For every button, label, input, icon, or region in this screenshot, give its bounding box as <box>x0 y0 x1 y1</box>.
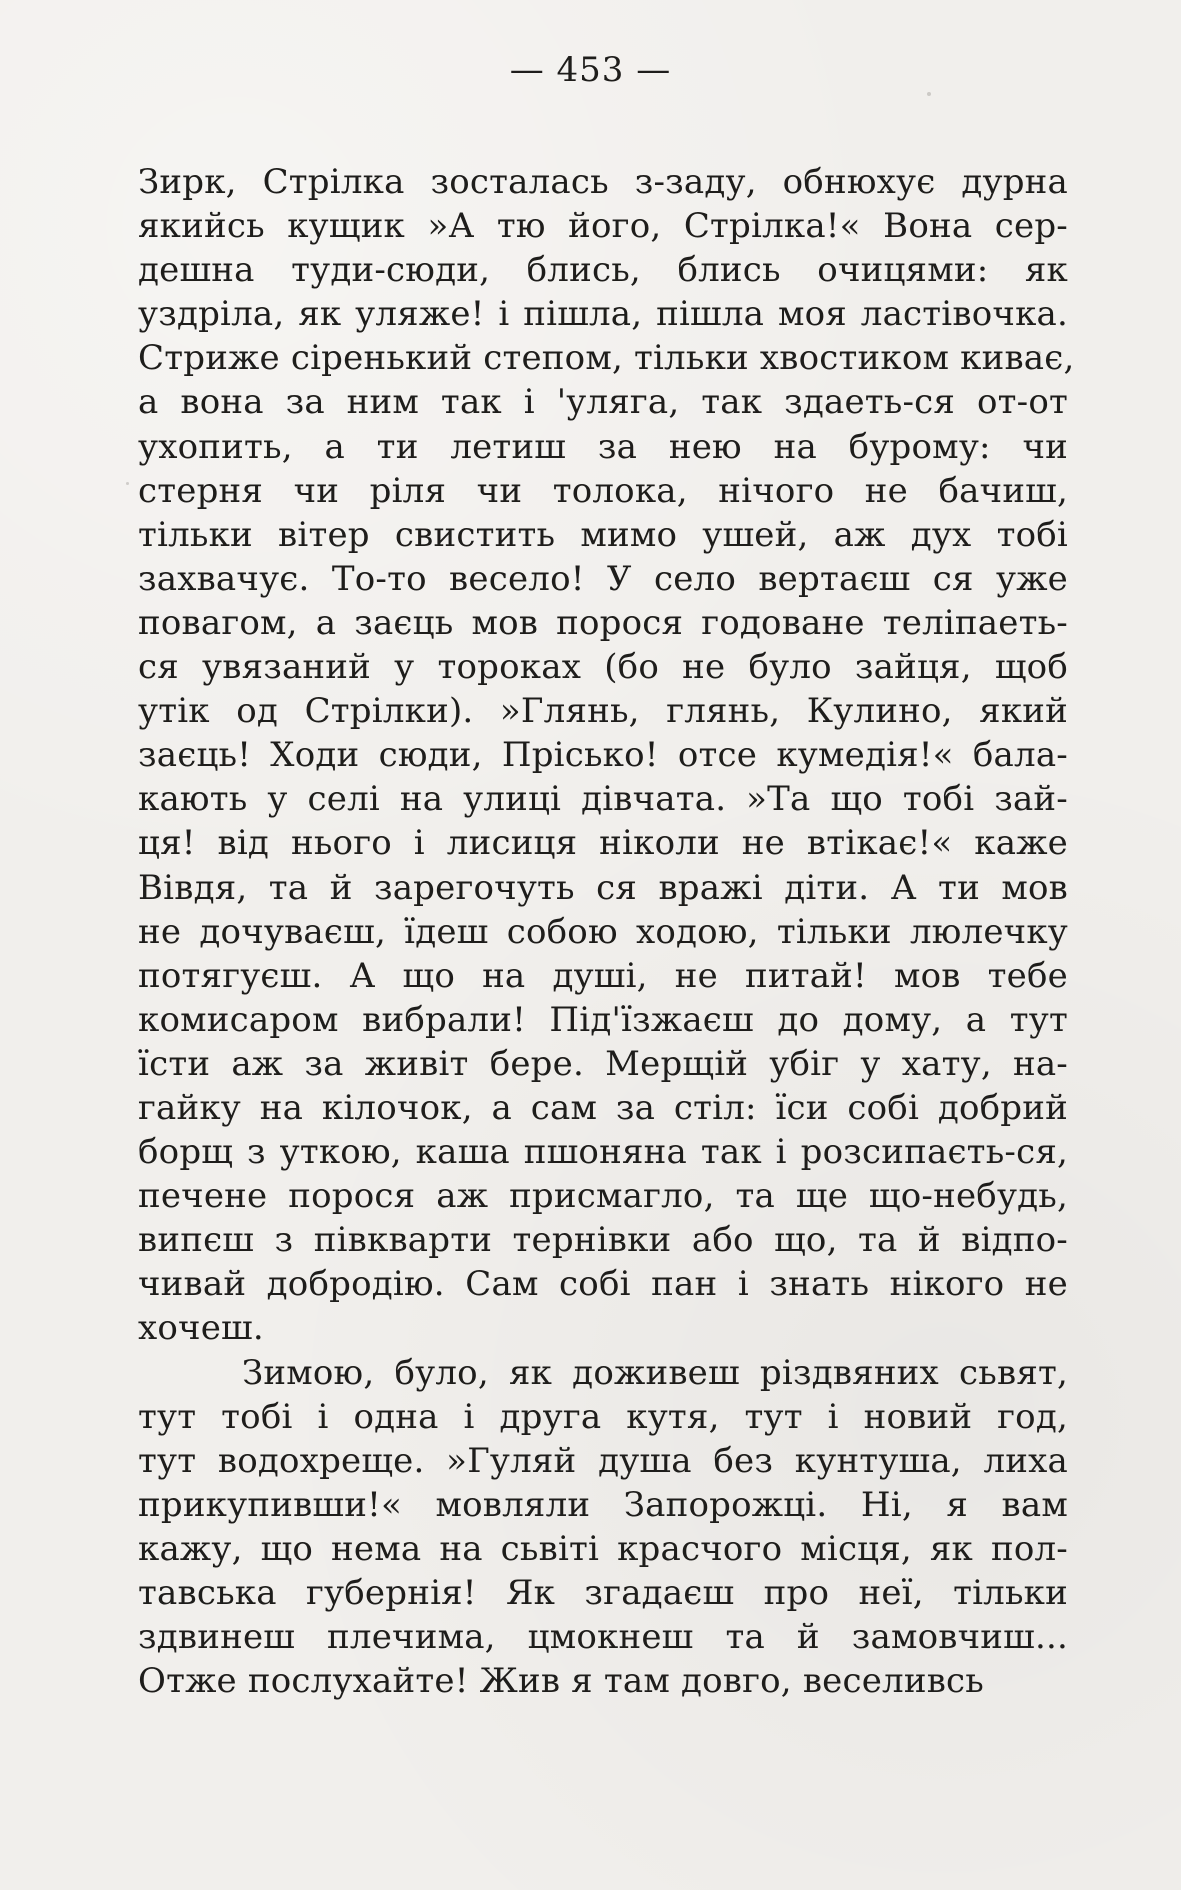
paper-speck <box>1019 1542 1022 1545</box>
text-line: прикупивши!« мовляли Запорожці. Ні, я вам <box>138 1484 1068 1525</box>
text-line: тільки вітер свистить мимо ушей, аж дух тобі <box>138 514 1068 555</box>
paper-speck <box>1037 351 1041 355</box>
page-number: — 453 — <box>509 50 672 90</box>
text-line: дешна туди-сюди, блись, блись очицями: як <box>138 250 1068 291</box>
text-line: ухопить, а ти летиш за нею на бурому: чи <box>138 426 1068 467</box>
paper-speck <box>927 92 931 96</box>
text-line: утік од Стрілки). »Глянь, глянь, Кулино, який <box>138 691 1068 732</box>
text-line: гайку на кілочок, а сам за стіл: їси собі добрий <box>138 1087 1068 1128</box>
paragraph-1 <box>138 160 1075 1351</box>
text-line: хочеш. <box>138 1308 264 1349</box>
text-line: Зимою, було, як доживеш різдвяних сьвят, <box>242 1352 1068 1393</box>
body-text <box>138 160 1075 1703</box>
text-line: заєць! Ходи сюди, Прісько! отсе кумедія!« бала- <box>138 735 1068 776</box>
text-line: захвачує. То-то весело! У село вертаєш ся уже <box>138 558 1068 599</box>
text-line: здвинеш плечима, цмокнеш та й замовчиш... <box>138 1617 1068 1658</box>
text-line: тавська губернія! Як згадаєш про неї, тільки <box>138 1573 1068 1613</box>
text-line: якийсь кущик »А тю його, Стрілка!« Вона сер- <box>138 206 1068 247</box>
text-line: не дочуваєш, їдеш собою ходою, тільки люлечку <box>138 911 1068 952</box>
text-line: кають у селі на улиці дівчата. »Та що тобі зай- <box>138 779 1068 820</box>
text-line: ся увязаний у тороках (бо не було зайця, щоб <box>138 647 1068 688</box>
text-line: печене порося аж присмагло, та ще що-небудь, <box>138 1176 1068 1217</box>
text-line: Вівдя, та й зарегочуть ся вражі діти. А ти мов <box>138 867 1068 908</box>
text-line: Зирк, Стрілка зосталась з-заду, обнюхує дурна <box>138 162 1068 202</box>
text-line: їсти аж за живіт бере. Мерщій убіг у хату, на- <box>138 1043 1068 1084</box>
paragraph-2 <box>138 1351 1068 1704</box>
text-line: повагом, а заєць мов порося годоване теліпаеть- <box>138 602 1068 643</box>
text-line: Стриже сіренький степом, тільки хвостиком киває, <box>138 338 1075 379</box>
text-line: випєш з півкварти тернівки або що, та й відпо- <box>138 1220 1068 1261</box>
text-line: стерня чи ріля чи толока, нічого не бачиш, <box>138 470 1068 511</box>
text-line: кажу, що нема на сьвіті красчого місця, як пол- <box>138 1528 1068 1569</box>
text-line: уздріла, як уляже! і пішла, пішла моя ластівочка. <box>138 294 1068 335</box>
text-line: чивай добродію. Сам собі пан і знать нікого не <box>138 1264 1068 1305</box>
text-line: а вона за ним так і 'уляга, так здаеть-ся от-от <box>138 382 1068 423</box>
text-line: комисаром вибрали! Під'їзжаєш до дому, а тут <box>138 999 1068 1040</box>
text-line: ця! від нього і лисиця ніколи не втікає!« каже <box>138 823 1068 864</box>
text-line: Отже послухайте! Жив я там довго, веселивсь <box>138 1661 984 1702</box>
text-line: тут водохреще. »Гуляй душа без кунтуша, лиха <box>138 1440 1068 1481</box>
text-line: тут тобі і одна і друга кутя, тут і новий год, <box>138 1396 1068 1437</box>
text-line: потягуєш. А що на душі, не питай! мов тебе <box>138 955 1068 996</box>
text-line: борщ з уткою, каша пшоняна так і розсипаєть-ся, <box>138 1132 1068 1173</box>
paper-speck <box>126 482 129 485</box>
